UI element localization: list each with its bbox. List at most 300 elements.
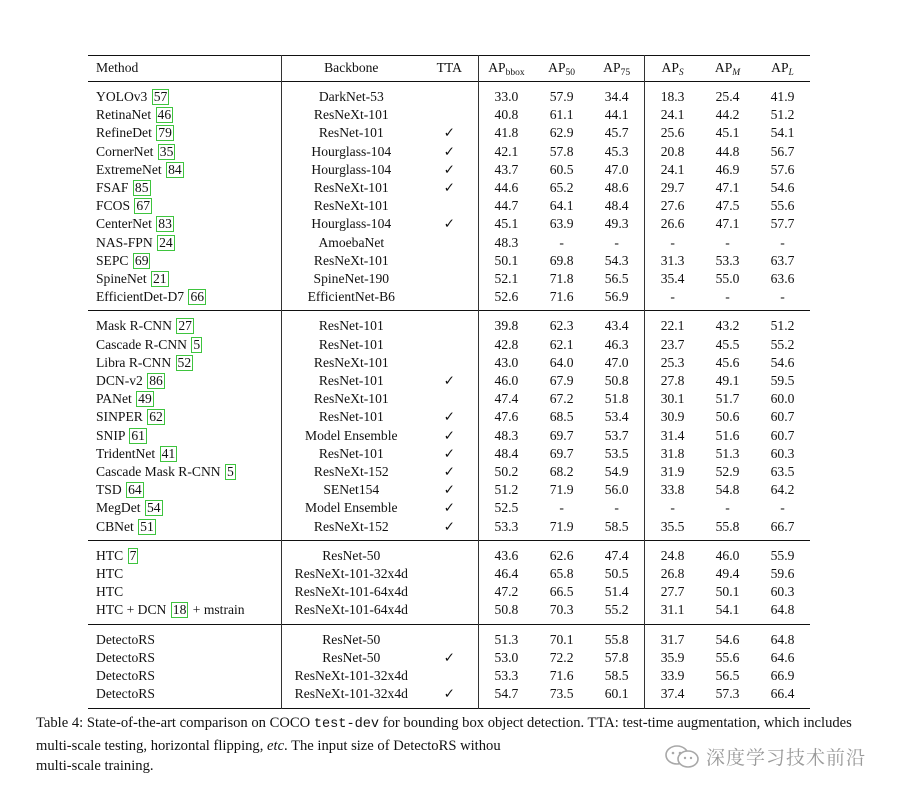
method-cell [88, 408, 281, 426]
watermark [664, 743, 866, 770]
ap75-cell: 56.0 [589, 481, 645, 499]
table-row [88, 427, 810, 445]
method-name: CornerNet [96, 143, 157, 159]
method-name: CenterNet [96, 216, 156, 232]
backbone-cell: Hourglass-104 [311, 143, 392, 159]
apm-cell: 49.4 [715, 566, 740, 582]
citation-link[interactable]: 24 [159, 234, 173, 250]
ap-bbox-cell: 54.7 [494, 686, 519, 702]
watermark-text: 深度学习技术前沿 [706, 747, 867, 769]
tta-cell [421, 624, 478, 649]
citation-link[interactable]: 83 [158, 216, 172, 232]
table-group-3 [88, 540, 810, 624]
header-ap-bbox-label: AP [488, 60, 506, 76]
apm-cell: 56.5 [715, 668, 740, 684]
ap75-cell: 58.5 [589, 667, 645, 685]
apl-cell: 66.4 [770, 686, 795, 702]
apl-cell: 59.5 [770, 373, 795, 389]
ap75-cell: 47.4 [589, 540, 645, 565]
method-name: Libra R-CNN [96, 354, 175, 370]
ap-bbox-cell: 48.3 [494, 234, 519, 250]
ap-bbox-cell: 50.2 [494, 464, 519, 480]
apl-cell: 56.7 [770, 143, 795, 159]
apm-cell: 52.9 [715, 464, 740, 480]
ap50-cell: 57.8 [549, 143, 574, 159]
ap50-cell: - [559, 500, 564, 516]
aps-cell: - [670, 500, 675, 516]
apl-cell: 63.6 [770, 271, 795, 287]
table-group-4 [88, 624, 810, 708]
apm-cell: 45.5 [715, 336, 740, 352]
apm-cell: 51.6 [715, 427, 740, 443]
backbone-cell: ResNeXt-101 [313, 252, 389, 268]
ap-bbox-cell: 47.2 [494, 584, 519, 600]
ap75-cell: - [589, 499, 645, 517]
header-method: Method [88, 56, 281, 82]
apl-cell: 60.7 [770, 427, 795, 443]
ap75-cell: 56.9 [589, 288, 645, 311]
method-name: TridentNet [96, 445, 159, 461]
table-row [88, 499, 810, 517]
ap50-cell: 70.1 [549, 631, 574, 647]
method-cell [88, 311, 281, 336]
ap75-cell: 49.3 [589, 215, 645, 233]
method-cell [88, 685, 281, 708]
ap-bbox-cell: 45.1 [494, 216, 519, 232]
citation-link[interactable]: 41 [161, 445, 176, 461]
table-row [88, 649, 810, 667]
ap-bbox-cell: 43.7 [494, 161, 519, 177]
header-ap-bbox-sub: bbox [505, 68, 525, 79]
apm-cell: 55.8 [715, 518, 740, 534]
method-cell [88, 624, 281, 649]
caption-code: test-dev [313, 717, 380, 732]
table-row [88, 390, 810, 408]
apl-cell: 54.6 [770, 180, 795, 196]
ap50-cell: 62.1 [549, 336, 574, 352]
ap75-cell: 44.1 [589, 106, 645, 124]
wechat-icon [664, 744, 700, 770]
method-name: MegDet [96, 500, 144, 516]
header-ap50-label: AP [548, 60, 566, 76]
method-name: NAS-FPN [96, 234, 157, 250]
method-cell [88, 427, 281, 445]
table-row [88, 445, 810, 463]
method-cell [88, 252, 281, 270]
ap-bbox-cell: 42.1 [494, 143, 519, 159]
ap-bbox-cell: 46.4 [494, 566, 519, 582]
method-cell [88, 565, 281, 583]
ap75-cell: 58.5 [589, 518, 645, 541]
apm-cell: 55.6 [715, 649, 740, 665]
method-cell [88, 288, 281, 311]
method-name: DetectoRS [96, 631, 155, 647]
aps-cell: 29.7 [660, 180, 685, 196]
header-ap50 [534, 56, 589, 82]
ap-bbox-cell: 53.3 [494, 668, 519, 684]
apm-cell: 25.4 [715, 89, 740, 104]
backbone-cell: ResNeXt-101-32x4d [294, 668, 408, 684]
table-row [88, 354, 810, 372]
ap50-cell: 71.9 [549, 518, 574, 534]
apl-cell: 64.2 [770, 482, 795, 498]
ap-bbox-cell: 50.1 [494, 252, 519, 268]
apm-cell: 53.3 [715, 252, 740, 268]
backbone-cell: Model Ensemble [305, 427, 398, 443]
backbone-cell: SpineNet-190 [313, 271, 390, 287]
aps-cell: 26.6 [660, 216, 685, 232]
apl-cell: 63.7 [770, 252, 795, 268]
ap-bbox-cell: 44.7 [494, 198, 519, 214]
tta-cell: ✓ [421, 685, 478, 708]
ap-bbox-cell: 48.3 [494, 427, 519, 443]
apl-cell: 54.1 [770, 125, 795, 141]
apl-cell: 54.6 [770, 354, 795, 370]
aps-cell: 25.6 [660, 125, 685, 141]
table-group-2 [88, 311, 810, 540]
caption-etc: etc [267, 737, 285, 754]
ap50-cell: 72.2 [549, 649, 574, 665]
aps-cell: 35.4 [660, 271, 685, 287]
method-name: YOLOv3 [96, 89, 151, 104]
apm-cell: 46.9 [715, 161, 740, 177]
ap75-cell: 47.0 [589, 354, 645, 372]
method-name: ExtremeNet [96, 161, 166, 177]
caption-part3: . The input size of DetectoRS withou [284, 737, 501, 754]
backbone-cell: ResNet-101 [318, 336, 384, 352]
method-cell [88, 161, 281, 179]
ap-bbox-cell: 42.8 [494, 336, 519, 352]
ap-bbox-cell: 46.0 [494, 373, 519, 389]
citation-link[interactable]: 69 [134, 252, 149, 268]
ap50-cell: 69.7 [549, 445, 574, 461]
method-name: DetectoRS [96, 686, 155, 702]
tta-cell: ✓ [421, 161, 478, 179]
method-cell [88, 143, 281, 161]
tta-cell: ✓ [421, 427, 478, 445]
aps-cell: 24.1 [660, 107, 685, 123]
method-cell [88, 649, 281, 667]
method-name: Mask R-CNN [96, 318, 176, 334]
backbone-cell: AmoebaNet [318, 234, 385, 250]
method-cell [88, 336, 281, 354]
backbone-cell: ResNet-101 [318, 409, 384, 425]
aps-cell: 18.3 [660, 89, 685, 104]
tta-cell: ✓ [421, 408, 478, 426]
ap50-cell: 71.6 [549, 668, 574, 684]
caption-part1: Table 4: State-of-the-art comparison on COCO [36, 715, 314, 731]
method-cell [88, 354, 281, 372]
tta-cell: ✓ [421, 143, 478, 161]
ap75-cell: 48.6 [589, 179, 645, 197]
citation-link[interactable]: 7 [129, 547, 137, 563]
ap-bbox-cell: 48.4 [494, 445, 519, 461]
apl-cell: 66.7 [770, 518, 795, 534]
table-row [88, 336, 810, 354]
method-name: DCN-v2 [96, 373, 147, 389]
table-row [88, 106, 810, 124]
ap-bbox-cell: 41.8 [494, 125, 519, 141]
apl-cell: - [780, 289, 785, 305]
tta-cell: ✓ [421, 179, 478, 197]
header-tta: TTA [421, 56, 478, 82]
method-cell [88, 270, 281, 288]
table-row [88, 518, 810, 541]
aps-cell: 35.9 [660, 649, 685, 665]
header-apl-sub: L [788, 68, 794, 79]
tta-cell [421, 667, 478, 685]
method-cell [88, 179, 281, 197]
tta-cell [421, 270, 478, 288]
header-ap75 [589, 56, 645, 82]
aps-cell: 27.7 [660, 584, 685, 600]
aps-cell: - [670, 289, 675, 305]
ap75-cell: 54.9 [589, 463, 645, 481]
header-apm-sub: M [732, 68, 741, 79]
aps-cell: 31.1 [660, 602, 685, 618]
citation-link[interactable]: 52 [177, 354, 192, 370]
citation-link[interactable]: 64 [128, 482, 142, 498]
aps-cell: 20.8 [660, 143, 685, 159]
apl-cell: 60.0 [770, 391, 795, 407]
ap50-cell: 73.5 [549, 686, 574, 702]
apl-cell: 51.2 [770, 318, 795, 334]
aps-cell: 30.9 [660, 409, 685, 425]
ap50-cell: 61.1 [549, 107, 574, 123]
tta-cell [421, 336, 478, 354]
apm-cell: 47.1 [715, 180, 740, 196]
ap-bbox-cell: 53.3 [494, 518, 519, 534]
method-name: HTC + DCN [96, 602, 170, 618]
method-name: TSD [96, 482, 126, 498]
ap50-cell: 68.2 [549, 464, 574, 480]
apl-cell: 60.7 [770, 409, 795, 425]
table-row [88, 82, 810, 107]
apm-cell: 44.2 [715, 107, 740, 123]
table-row [88, 234, 810, 252]
apl-cell: 64.8 [770, 631, 795, 647]
aps-cell: 24.1 [660, 161, 685, 177]
apm-cell: 45.6 [715, 354, 740, 370]
citation-link[interactable]: 57 [153, 89, 168, 104]
ap-bbox-cell: 51.3 [494, 631, 519, 647]
backbone-cell: Model Ensemble [305, 500, 398, 516]
citation-link[interactable]: 5 [193, 336, 201, 352]
ap75-cell: 53.4 [589, 408, 645, 426]
tta-cell: ✓ [421, 463, 478, 481]
ap75-cell: 51.4 [589, 583, 645, 601]
apm-cell: 45.1 [715, 125, 740, 141]
backbone-cell: SENet154 [323, 482, 380, 498]
ap75-cell: 43.4 [589, 311, 645, 336]
aps-cell: 27.8 [660, 373, 685, 389]
header-aps-sub: S [678, 68, 684, 79]
aps-cell: 31.4 [660, 427, 685, 443]
table-row [88, 197, 810, 215]
backbone-cell: ResNeXt-101-64x4d [294, 602, 408, 618]
method-cell [88, 197, 281, 215]
method-cell [88, 601, 281, 624]
tta-cell [421, 311, 478, 336]
apl-cell: 55.2 [770, 336, 795, 352]
table-row [88, 685, 810, 708]
citation-link[interactable]: 86 [149, 373, 163, 389]
ap75-cell: 45.7 [589, 124, 645, 142]
apm-cell: 50.6 [715, 409, 740, 425]
citation-link[interactable]: 35 [159, 143, 174, 159]
header-apl [755, 56, 810, 82]
aps-cell: 30.1 [660, 391, 685, 407]
apl-cell: 64.6 [770, 649, 795, 665]
ap50-cell: 66.5 [549, 584, 574, 600]
aps-cell: 31.3 [660, 252, 685, 268]
ap50-cell: 65.2 [549, 180, 574, 196]
apm-cell: 44.8 [715, 143, 740, 159]
method-cell [88, 445, 281, 463]
apm-cell: 47.1 [715, 216, 740, 232]
backbone-cell: ResNeXt-101 [313, 107, 389, 123]
ap75-cell: 55.2 [589, 601, 645, 624]
citation-link[interactable]: 51 [140, 518, 154, 534]
ap50-cell: 70.3 [549, 602, 574, 618]
method-cell [88, 124, 281, 142]
apm-cell: 54.1 [715, 602, 740, 618]
table-row [88, 667, 810, 685]
apl-cell: 55.9 [770, 547, 795, 563]
table-row [88, 179, 810, 197]
header-ap50-sub: 50 [565, 68, 576, 79]
citation-link[interactable]: 61 [131, 427, 145, 443]
ap75-cell: 45.3 [589, 143, 645, 161]
results-table [88, 55, 810, 709]
method-name: SINPER [96, 409, 147, 425]
ap75-cell: 53.5 [589, 445, 645, 463]
method-suffix: + mstrain [189, 602, 245, 618]
citation-link[interactable]: 49 [138, 391, 152, 407]
ap-bbox-cell: 47.4 [494, 391, 519, 407]
header-aps-label: AP [661, 60, 679, 76]
ap50-cell: 71.6 [549, 289, 574, 305]
backbone-cell: ResNet-50 [322, 649, 381, 665]
tta-cell: ✓ [421, 445, 478, 463]
header-aps [645, 56, 700, 82]
table-row [88, 124, 810, 142]
tta-cell: ✓ [421, 372, 478, 390]
ap50-cell: 67.2 [549, 391, 574, 407]
table-row [88, 601, 810, 624]
method-name: HTC [96, 547, 127, 563]
citation-link[interactable]: 18 [172, 602, 187, 618]
ap75-cell: 50.5 [589, 565, 645, 583]
table-row [88, 463, 810, 481]
citation-link[interactable]: 27 [178, 318, 192, 334]
method-name: Cascade Mask R-CNN [96, 464, 224, 480]
aps-cell: 25.3 [660, 354, 685, 370]
method-cell [88, 234, 281, 252]
citation-link[interactable]: 46 [157, 107, 172, 123]
method-cell [88, 499, 281, 517]
ap75-cell: 51.8 [589, 390, 645, 408]
header-apm-label: AP [714, 60, 733, 76]
citation-link[interactable]: 85 [134, 180, 149, 196]
ap-bbox-cell: 39.8 [494, 318, 519, 334]
citation-link[interactable]: 84 [168, 161, 182, 177]
method-name: CBNet [96, 518, 138, 534]
tta-cell [421, 601, 478, 624]
table-row [88, 288, 810, 311]
table-row [88, 252, 810, 270]
ap-bbox-cell: 51.2 [494, 482, 519, 498]
backbone-cell: Hourglass-104 [311, 161, 392, 177]
citation-link[interactable]: 66 [190, 289, 205, 305]
header-ap-bbox [478, 56, 534, 82]
method-name: RetinaNet [96, 107, 155, 123]
citation-link[interactable]: 62 [149, 409, 163, 425]
apm-cell: 43.2 [715, 318, 740, 334]
method-cell [88, 583, 281, 601]
ap-bbox-cell: 52.1 [494, 271, 519, 287]
citation-link[interactable]: 79 [158, 125, 172, 141]
backbone-cell: ResNet-50 [322, 631, 381, 647]
aps-cell: 37.4 [660, 686, 685, 702]
method-name: SpineNet [96, 271, 150, 287]
method-cell [88, 390, 281, 408]
apl-cell: - [780, 234, 785, 250]
tta-cell [421, 288, 478, 311]
table-row [88, 270, 810, 288]
apl-cell: 60.3 [770, 584, 795, 600]
aps-cell: 31.9 [660, 464, 685, 480]
caption-part4: multi-scale training. [36, 758, 154, 774]
ap75-cell: 53.7 [589, 427, 645, 445]
table-row [88, 540, 810, 565]
ap-bbox-cell: 40.8 [494, 107, 519, 123]
citation-link[interactable]: 5 [227, 464, 234, 480]
backbone-cell: ResNeXt-152 [313, 464, 389, 480]
ap-bbox-cell: 43.6 [494, 547, 519, 563]
apm-cell: 47.5 [715, 198, 740, 214]
apm-cell: - [725, 500, 730, 516]
table-row [88, 624, 810, 649]
table-row [88, 372, 810, 390]
backbone-cell: ResNet-50 [322, 547, 381, 563]
method-cell [88, 215, 281, 233]
apm-cell: - [725, 289, 730, 305]
tta-cell [421, 252, 478, 270]
backbone-cell: ResNeXt-101 [313, 180, 389, 196]
citation-link[interactable]: 67 [136, 198, 150, 214]
ap75-cell: 47.0 [589, 161, 645, 179]
citation-link[interactable]: 21 [153, 271, 167, 287]
table-row [88, 161, 810, 179]
ap75-cell: 57.8 [589, 649, 645, 667]
apm-cell: - [725, 234, 730, 250]
ap50-cell: - [559, 234, 564, 250]
citation-link[interactable]: 54 [146, 500, 161, 516]
method-cell [88, 82, 281, 107]
apm-cell: 54.6 [715, 631, 740, 647]
ap75-cell: 34.4 [589, 82, 645, 107]
apm-cell: 50.1 [715, 584, 740, 600]
method-name: HTC [96, 566, 124, 582]
tta-cell [421, 82, 478, 107]
backbone-cell: ResNeXt-152 [313, 518, 389, 534]
ap-bbox-cell: 33.0 [494, 89, 519, 104]
method-name: FCOS [96, 198, 134, 214]
backbone-cell: ResNeXt-101-32x4d [294, 566, 408, 582]
table-row [88, 583, 810, 601]
apl-cell: 57.7 [770, 216, 795, 232]
